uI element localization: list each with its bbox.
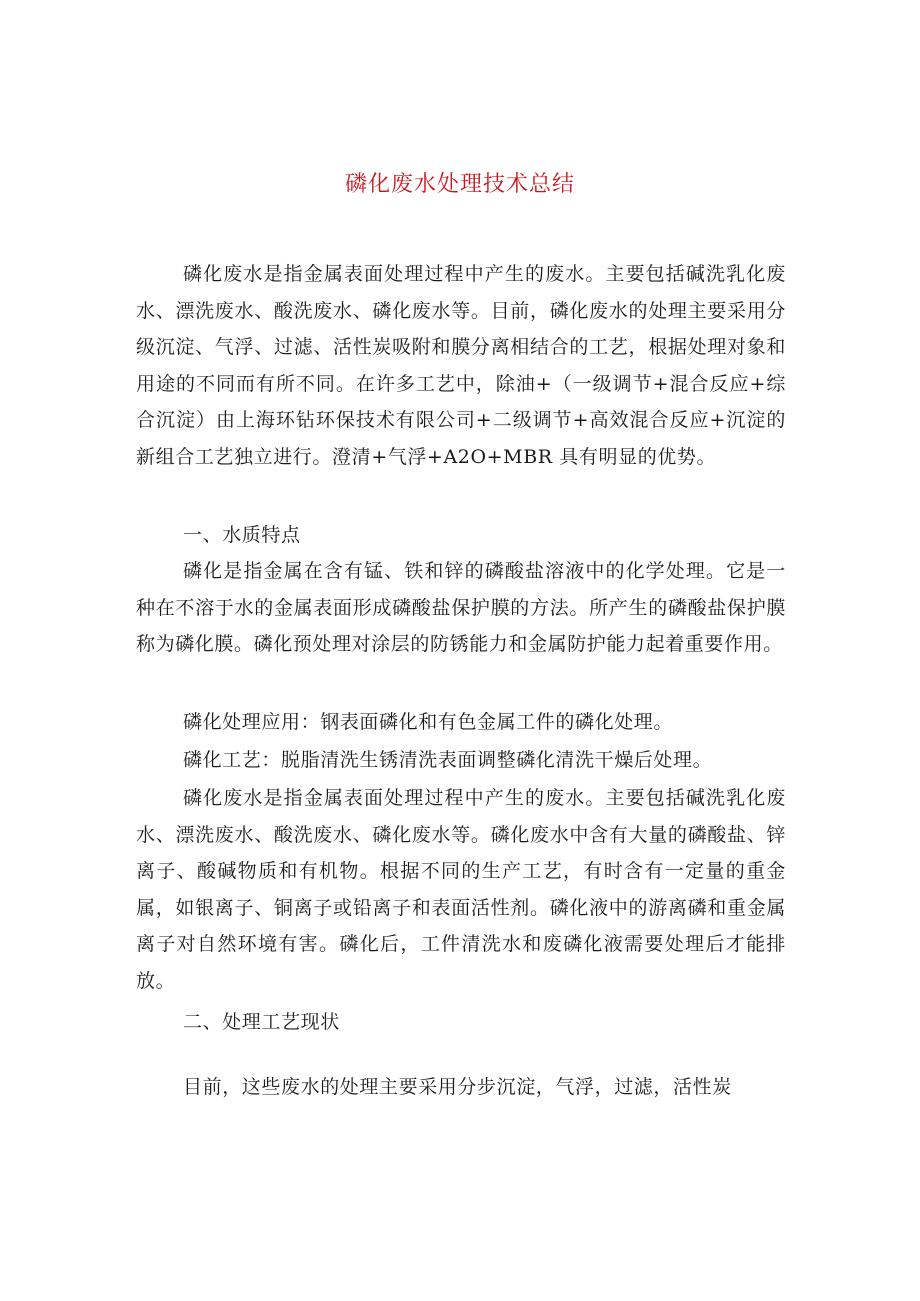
phosphating-application-paragraph: 磷化处理应用：钢表面磷化和有色金属工件的磷化处理。: [183, 711, 674, 733]
document-title: 磷化废水处理技术总结: [344, 172, 575, 197]
wastewater-composition-paragraph: 磷化废水是指金属表面处理过程中产生的废水。主要包括碱洗乳化废水、漂洗废水、酸洗废水、磷化废水等。磷化废水中含有大量的磷酸盐、锌离子、酸碱物质和有机物。根据不同的生产工艺，有时含有一定量的重金属，如银离子、铜离子或铅离子和表面活性剂。磷化液中的游离磷和重金属离子对自然环境有害。磷化后，工件清洗水和废磷化液需要处理后才能排放。: [136, 787, 786, 992]
section-heading-water-quality: 一、水质特点: [183, 524, 301, 546]
intro-paragraph: 磷化废水是指金属表面处理过程中产生的废水。主要包括碱洗乳化废水、漂洗废水、酸洗废水、磷化废水等。目前，磷化废水的处理主要采用分级沉淀、气浮、过滤、活性炭吸附和膜分离相结合的工艺，根据处理对象和用途的不同而有所不同。在许多工艺中，除油+（一级调节+混合反应+综合沉淀）由上海环钻环保技术有限公司+二级调节+高效混合反应+沉淀的新组合工艺独立进行。澄清+气浮+A2O+MBR 具有明显的优势。: [136, 263, 786, 468]
phosphating-process-paragraph: 磷化工艺：脱脂清洗生锈清洗表面调整磷化清洗干燥后处理。: [183, 749, 713, 771]
process-status-paragraph: 目前，这些废水的处理主要采用分步沉淀，气浮，过滤，活性炭: [183, 1076, 732, 1098]
phosphating-definition-paragraph: 磷化是指金属在含有锰、铁和锌的磷酸盐溶液中的化学处理。它是一种在不溶于水的金属表面形成磷酸盐保护膜的方法。所产生的磷酸盐保护膜称为磷化膜。磷化预处理对涂层的防锈能力和金属防护能力起着重要作用。: [136, 560, 786, 656]
section-heading-process-status: 二、处理工艺现状: [183, 1011, 340, 1033]
